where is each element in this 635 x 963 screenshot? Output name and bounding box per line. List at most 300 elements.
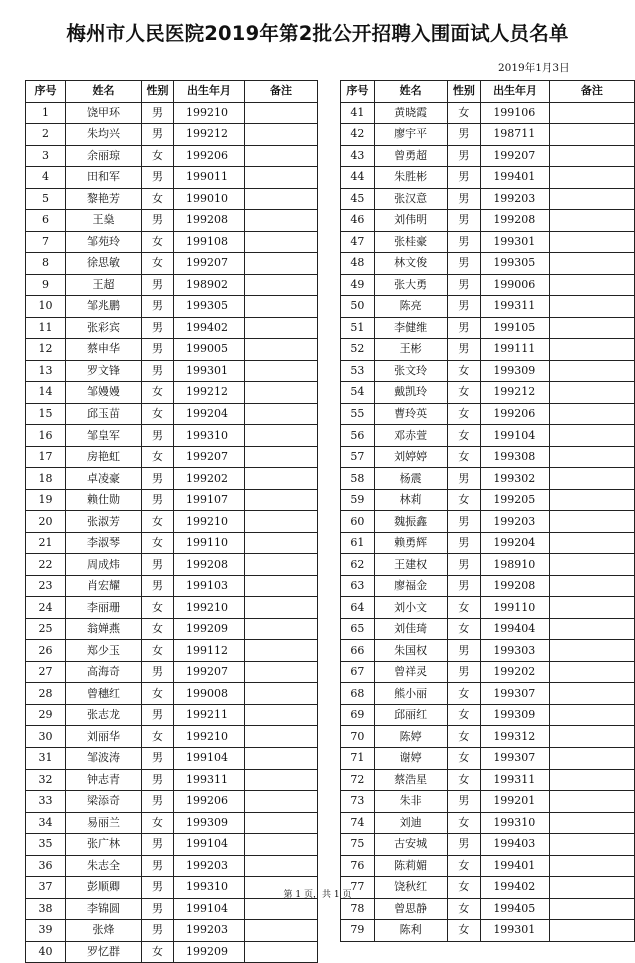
header-name: 姓名 — [66, 81, 142, 103]
table-row — [26, 317, 318, 339]
cell-gender: 男 — [447, 791, 481, 813]
cell-birth: 198910 — [481, 554, 550, 576]
cell-birth: 199208 — [174, 554, 245, 576]
cell-birth: 199207 — [174, 253, 245, 275]
cell-birth: 199211 — [174, 704, 245, 726]
cell-remark — [549, 446, 634, 468]
cell-birth: 199312 — [481, 726, 550, 748]
cell-name: 朱国权 — [374, 640, 447, 662]
cell-remark — [549, 102, 634, 124]
cell-gender: 男 — [447, 253, 481, 275]
cell-name: 刘婷婷 — [374, 446, 447, 468]
cell-gender: 女 — [142, 145, 174, 167]
header-remark: 备注 — [549, 81, 634, 103]
table-row — [26, 920, 318, 942]
cell-remark — [245, 511, 318, 533]
cell-gender: 男 — [142, 274, 174, 296]
cell-name: 蔡浩星 — [374, 769, 447, 791]
cell-name: 房艳虹 — [66, 446, 142, 468]
table-row — [341, 210, 635, 232]
cell-birth: 199108 — [174, 231, 245, 253]
table-row — [26, 661, 318, 683]
cell-index: 28 — [26, 683, 66, 705]
cell-index: 9 — [26, 274, 66, 296]
cell-remark — [245, 425, 318, 447]
table-row — [341, 597, 635, 619]
cell-birth: 199206 — [174, 791, 245, 813]
cell-birth: 199104 — [481, 425, 550, 447]
table-row — [26, 554, 318, 576]
cell-name: 赖仕勋 — [66, 489, 142, 511]
cell-gender: 男 — [142, 210, 174, 232]
cell-birth: 199104 — [174, 898, 245, 920]
cell-gender: 男 — [142, 296, 174, 318]
cell-gender: 女 — [447, 898, 481, 920]
cell-name: 林莉 — [374, 489, 447, 511]
cell-index: 48 — [341, 253, 375, 275]
cell-remark — [245, 317, 318, 339]
cell-name: 陈莉媚 — [374, 855, 447, 877]
cell-index: 54 — [341, 382, 375, 404]
table-row — [26, 382, 318, 404]
table-row — [341, 188, 635, 210]
cell-index: 14 — [26, 382, 66, 404]
cell-remark — [549, 231, 634, 253]
cell-birth: 199208 — [481, 575, 550, 597]
cell-index: 68 — [341, 683, 375, 705]
table-row — [26, 210, 318, 232]
cell-remark — [245, 188, 318, 210]
cell-index: 20 — [26, 511, 66, 533]
cell-name: 王超 — [66, 274, 142, 296]
header-index: 序号 — [341, 81, 375, 103]
cell-birth: 199203 — [481, 188, 550, 210]
cell-birth: 199202 — [481, 661, 550, 683]
cell-name: 张烽 — [66, 920, 142, 942]
cell-name: 陈利 — [374, 920, 447, 942]
table-row — [341, 554, 635, 576]
cell-birth: 199404 — [481, 618, 550, 640]
cell-remark — [549, 834, 634, 856]
table-row — [341, 769, 635, 791]
cell-birth: 199210 — [174, 511, 245, 533]
cell-birth: 199301 — [174, 360, 245, 382]
cell-birth: 199309 — [481, 704, 550, 726]
cell-name: 刘佳琦 — [374, 618, 447, 640]
cell-gender: 男 — [142, 855, 174, 877]
cell-index: 72 — [341, 769, 375, 791]
cell-birth: 199008 — [174, 683, 245, 705]
candidate-table-left — [25, 80, 318, 963]
cell-birth: 199204 — [481, 532, 550, 554]
table-row — [341, 403, 635, 425]
table-row — [341, 511, 635, 533]
cell-name: 刘迪 — [374, 812, 447, 834]
cell-remark — [549, 468, 634, 490]
cell-index: 45 — [341, 188, 375, 210]
cell-name: 熊小丽 — [374, 683, 447, 705]
cell-gender: 女 — [142, 403, 174, 425]
cell-birth: 199105 — [481, 317, 550, 339]
cell-remark — [245, 855, 318, 877]
table-row — [26, 403, 318, 425]
cell-index: 7 — [26, 231, 66, 253]
cell-birth: 199311 — [481, 769, 550, 791]
cell-name: 廖福金 — [374, 575, 447, 597]
cell-name: 朱胜彬 — [374, 167, 447, 189]
cell-remark — [245, 834, 318, 856]
cell-birth: 199006 — [481, 274, 550, 296]
cell-remark — [549, 597, 634, 619]
cell-name: 邹波涛 — [66, 747, 142, 769]
cell-name: 张桂豪 — [374, 231, 447, 253]
cell-birth: 199110 — [174, 532, 245, 554]
cell-index: 29 — [26, 704, 66, 726]
publish-date: 2019年1月3日 — [498, 62, 570, 74]
cell-index: 18 — [26, 468, 66, 490]
cell-birth: 199309 — [481, 360, 550, 382]
cell-name: 魏振鑫 — [374, 511, 447, 533]
cell-gender: 女 — [447, 704, 481, 726]
cell-gender: 女 — [447, 877, 481, 899]
table-row — [26, 511, 318, 533]
cell-name: 谢婷 — [374, 747, 447, 769]
cell-gender: 男 — [142, 468, 174, 490]
cell-birth: 199209 — [174, 618, 245, 640]
cell-name: 陈亮 — [374, 296, 447, 318]
cell-remark — [245, 791, 318, 813]
cell-index: 79 — [341, 920, 375, 942]
cell-gender: 男 — [447, 210, 481, 232]
cell-gender: 男 — [447, 640, 481, 662]
cell-gender: 女 — [142, 231, 174, 253]
cell-index: 40 — [26, 941, 66, 963]
table-row — [341, 575, 635, 597]
cell-birth: 199206 — [481, 403, 550, 425]
cell-index: 11 — [26, 317, 66, 339]
cell-remark — [549, 726, 634, 748]
cell-birth: 199302 — [481, 468, 550, 490]
table-row — [341, 446, 635, 468]
cell-remark — [245, 403, 318, 425]
cell-index: 2 — [26, 124, 66, 146]
cell-name: 邹皇军 — [66, 425, 142, 447]
cell-name: 廖宇平 — [374, 124, 447, 146]
cell-remark — [245, 941, 318, 963]
cell-birth: 199203 — [481, 511, 550, 533]
cell-index: 64 — [341, 597, 375, 619]
cell-name: 刘小文 — [374, 597, 447, 619]
cell-gender: 男 — [142, 704, 174, 726]
table-row — [341, 747, 635, 769]
cell-remark — [549, 575, 634, 597]
table-row — [26, 618, 318, 640]
cell-index: 41 — [341, 102, 375, 124]
cell-index: 32 — [26, 769, 66, 791]
cell-birth: 199308 — [481, 446, 550, 468]
cell-remark — [245, 898, 318, 920]
cell-index: 6 — [26, 210, 66, 232]
table-row — [26, 446, 318, 468]
cell-name: 张志龙 — [66, 704, 142, 726]
cell-remark — [549, 339, 634, 361]
table-row — [26, 791, 318, 813]
cell-name: 钟志青 — [66, 769, 142, 791]
cell-birth: 199202 — [174, 468, 245, 490]
cell-index: 10 — [26, 296, 66, 318]
cell-index: 62 — [341, 554, 375, 576]
cell-remark — [245, 339, 318, 361]
cell-birth: 198711 — [481, 124, 550, 146]
cell-index: 44 — [341, 167, 375, 189]
cell-index: 76 — [341, 855, 375, 877]
cell-index: 56 — [341, 425, 375, 447]
table-row — [26, 145, 318, 167]
cell-remark — [245, 640, 318, 662]
cell-gender: 女 — [142, 941, 174, 963]
table-row — [26, 812, 318, 834]
cell-birth: 199301 — [481, 231, 550, 253]
cell-index: 27 — [26, 661, 66, 683]
cell-index: 61 — [341, 532, 375, 554]
cell-remark — [245, 747, 318, 769]
cell-gender: 女 — [142, 446, 174, 468]
cell-birth: 199107 — [174, 489, 245, 511]
cell-index: 5 — [26, 188, 66, 210]
header-name: 姓名 — [374, 81, 447, 103]
cell-name: 朱均兴 — [66, 124, 142, 146]
table-row — [26, 124, 318, 146]
cell-gender: 男 — [142, 167, 174, 189]
table-row — [341, 812, 635, 834]
cell-remark — [549, 489, 634, 511]
cell-index: 70 — [341, 726, 375, 748]
cell-gender: 男 — [447, 468, 481, 490]
cell-birth: 199204 — [174, 403, 245, 425]
cell-birth: 199104 — [174, 747, 245, 769]
cell-name: 刘伟明 — [374, 210, 447, 232]
table-row — [26, 747, 318, 769]
cell-index: 4 — [26, 167, 66, 189]
cell-remark — [549, 747, 634, 769]
cell-birth: 199207 — [174, 446, 245, 468]
cell-birth: 199212 — [174, 124, 245, 146]
cell-index: 1 — [26, 102, 66, 124]
cell-index: 42 — [341, 124, 375, 146]
table-row — [341, 382, 635, 404]
cell-remark — [549, 618, 634, 640]
cell-gender: 女 — [447, 102, 481, 124]
cell-name: 邹兆鹏 — [66, 296, 142, 318]
cell-index: 50 — [341, 296, 375, 318]
page-title: 梅州市人民医院2019年第2批公开招聘入围面试人员名单 — [66, 22, 569, 45]
table-header-row — [26, 81, 318, 103]
cell-gender: 男 — [447, 188, 481, 210]
cell-name: 曾穗红 — [66, 683, 142, 705]
cell-name: 曾思静 — [374, 898, 447, 920]
table-row — [26, 726, 318, 748]
cell-remark — [245, 296, 318, 318]
table-row — [26, 360, 318, 382]
cell-gender: 男 — [447, 231, 481, 253]
table-row — [341, 683, 635, 705]
cell-name: 李健维 — [374, 317, 447, 339]
table-row — [341, 124, 635, 146]
table-header-row — [341, 81, 635, 103]
cell-name: 张广林 — [66, 834, 142, 856]
table-row — [341, 898, 635, 920]
cell-gender: 女 — [142, 253, 174, 275]
cell-remark — [245, 102, 318, 124]
cell-name: 曾祥灵 — [374, 661, 447, 683]
cell-remark — [549, 167, 634, 189]
cell-gender: 女 — [447, 747, 481, 769]
cell-remark — [245, 683, 318, 705]
cell-remark — [549, 210, 634, 232]
cell-name: 张淑芳 — [66, 511, 142, 533]
cell-index: 3 — [26, 145, 66, 167]
table-row — [26, 274, 318, 296]
cell-birth: 199305 — [481, 253, 550, 275]
cell-remark — [245, 124, 318, 146]
cell-name: 周成炜 — [66, 554, 142, 576]
cell-index: 47 — [341, 231, 375, 253]
table-row — [341, 532, 635, 554]
cell-birth: 199303 — [481, 640, 550, 662]
table-row — [341, 360, 635, 382]
cell-birth: 199401 — [481, 167, 550, 189]
cell-name: 梁添奇 — [66, 791, 142, 813]
cell-name: 蔡申华 — [66, 339, 142, 361]
cell-birth: 199401 — [481, 855, 550, 877]
cell-index: 43 — [341, 145, 375, 167]
cell-remark — [549, 253, 634, 275]
cell-index: 31 — [26, 747, 66, 769]
cell-index: 71 — [341, 747, 375, 769]
cell-gender: 女 — [447, 382, 481, 404]
cell-index: 59 — [341, 489, 375, 511]
cell-index: 8 — [26, 253, 66, 275]
cell-remark — [245, 360, 318, 382]
header-birth: 出生年月 — [174, 81, 245, 103]
cell-gender: 女 — [142, 726, 174, 748]
table-row — [26, 296, 318, 318]
cell-birth: 199112 — [174, 640, 245, 662]
cell-remark — [245, 554, 318, 576]
cell-gender: 男 — [447, 554, 481, 576]
cell-gender: 女 — [447, 683, 481, 705]
cell-birth: 199111 — [481, 339, 550, 361]
table-row — [341, 704, 635, 726]
cell-gender: 男 — [447, 339, 481, 361]
cell-name: 邓赤萱 — [374, 425, 447, 447]
cell-gender: 女 — [142, 382, 174, 404]
cell-birth: 199405 — [481, 898, 550, 920]
table-row — [341, 231, 635, 253]
cell-birth: 199210 — [174, 726, 245, 748]
cell-gender: 女 — [142, 188, 174, 210]
cell-birth: 199307 — [481, 747, 550, 769]
cell-remark — [245, 920, 318, 942]
cell-birth: 199209 — [174, 941, 245, 963]
cell-gender: 男 — [447, 511, 481, 533]
cell-remark — [549, 296, 634, 318]
table-row — [26, 941, 318, 963]
table-row — [341, 834, 635, 856]
table-row — [341, 791, 635, 813]
cell-name: 翁婵燕 — [66, 618, 142, 640]
cell-birth: 199212 — [481, 382, 550, 404]
cell-remark — [549, 812, 634, 834]
cell-index: 39 — [26, 920, 66, 942]
cell-index: 53 — [341, 360, 375, 382]
header-birth: 出生年月 — [481, 81, 550, 103]
cell-remark — [245, 253, 318, 275]
cell-name: 黄晓霞 — [374, 102, 447, 124]
cell-name: 张大勇 — [374, 274, 447, 296]
cell-index: 21 — [26, 532, 66, 554]
table-row — [341, 296, 635, 318]
cell-remark — [549, 769, 634, 791]
cell-name: 李丽珊 — [66, 597, 142, 619]
cell-index: 55 — [341, 403, 375, 425]
cell-remark — [549, 145, 634, 167]
cell-birth: 199011 — [174, 167, 245, 189]
cell-gender: 男 — [142, 360, 174, 382]
cell-birth: 199103 — [174, 575, 245, 597]
cell-gender: 男 — [142, 425, 174, 447]
cell-remark — [549, 683, 634, 705]
cell-remark — [245, 167, 318, 189]
cell-name: 邱丽红 — [374, 704, 447, 726]
cell-birth: 199208 — [481, 210, 550, 232]
cell-name: 邹嫚嫚 — [66, 382, 142, 404]
cell-remark — [245, 704, 318, 726]
cell-gender: 男 — [447, 834, 481, 856]
cell-birth: 199310 — [174, 877, 245, 899]
cell-name: 杨震 — [374, 468, 447, 490]
table-row — [26, 532, 318, 554]
cell-remark — [549, 124, 634, 146]
cell-remark — [549, 704, 634, 726]
cell-gender: 女 — [447, 812, 481, 834]
table-row — [26, 575, 318, 597]
cell-gender: 女 — [447, 403, 481, 425]
cell-gender: 男 — [142, 317, 174, 339]
table-row — [26, 898, 318, 920]
table-row — [341, 855, 635, 877]
cell-birth: 199310 — [481, 812, 550, 834]
cell-index: 12 — [26, 339, 66, 361]
cell-gender: 女 — [447, 769, 481, 791]
table-row — [341, 489, 635, 511]
cell-gender: 男 — [142, 834, 174, 856]
cell-gender: 女 — [142, 683, 174, 705]
table-row — [26, 597, 318, 619]
cell-name: 肖宏耀 — [66, 575, 142, 597]
cell-remark — [245, 726, 318, 748]
cell-birth: 199301 — [481, 920, 550, 942]
cell-birth: 199311 — [174, 769, 245, 791]
table-row — [341, 425, 635, 447]
cell-index: 75 — [341, 834, 375, 856]
cell-index: 65 — [341, 618, 375, 640]
cell-birth: 199203 — [174, 855, 245, 877]
cell-index: 69 — [341, 704, 375, 726]
cell-birth: 199402 — [481, 877, 550, 899]
cell-remark — [245, 575, 318, 597]
cell-birth: 199201 — [481, 791, 550, 813]
